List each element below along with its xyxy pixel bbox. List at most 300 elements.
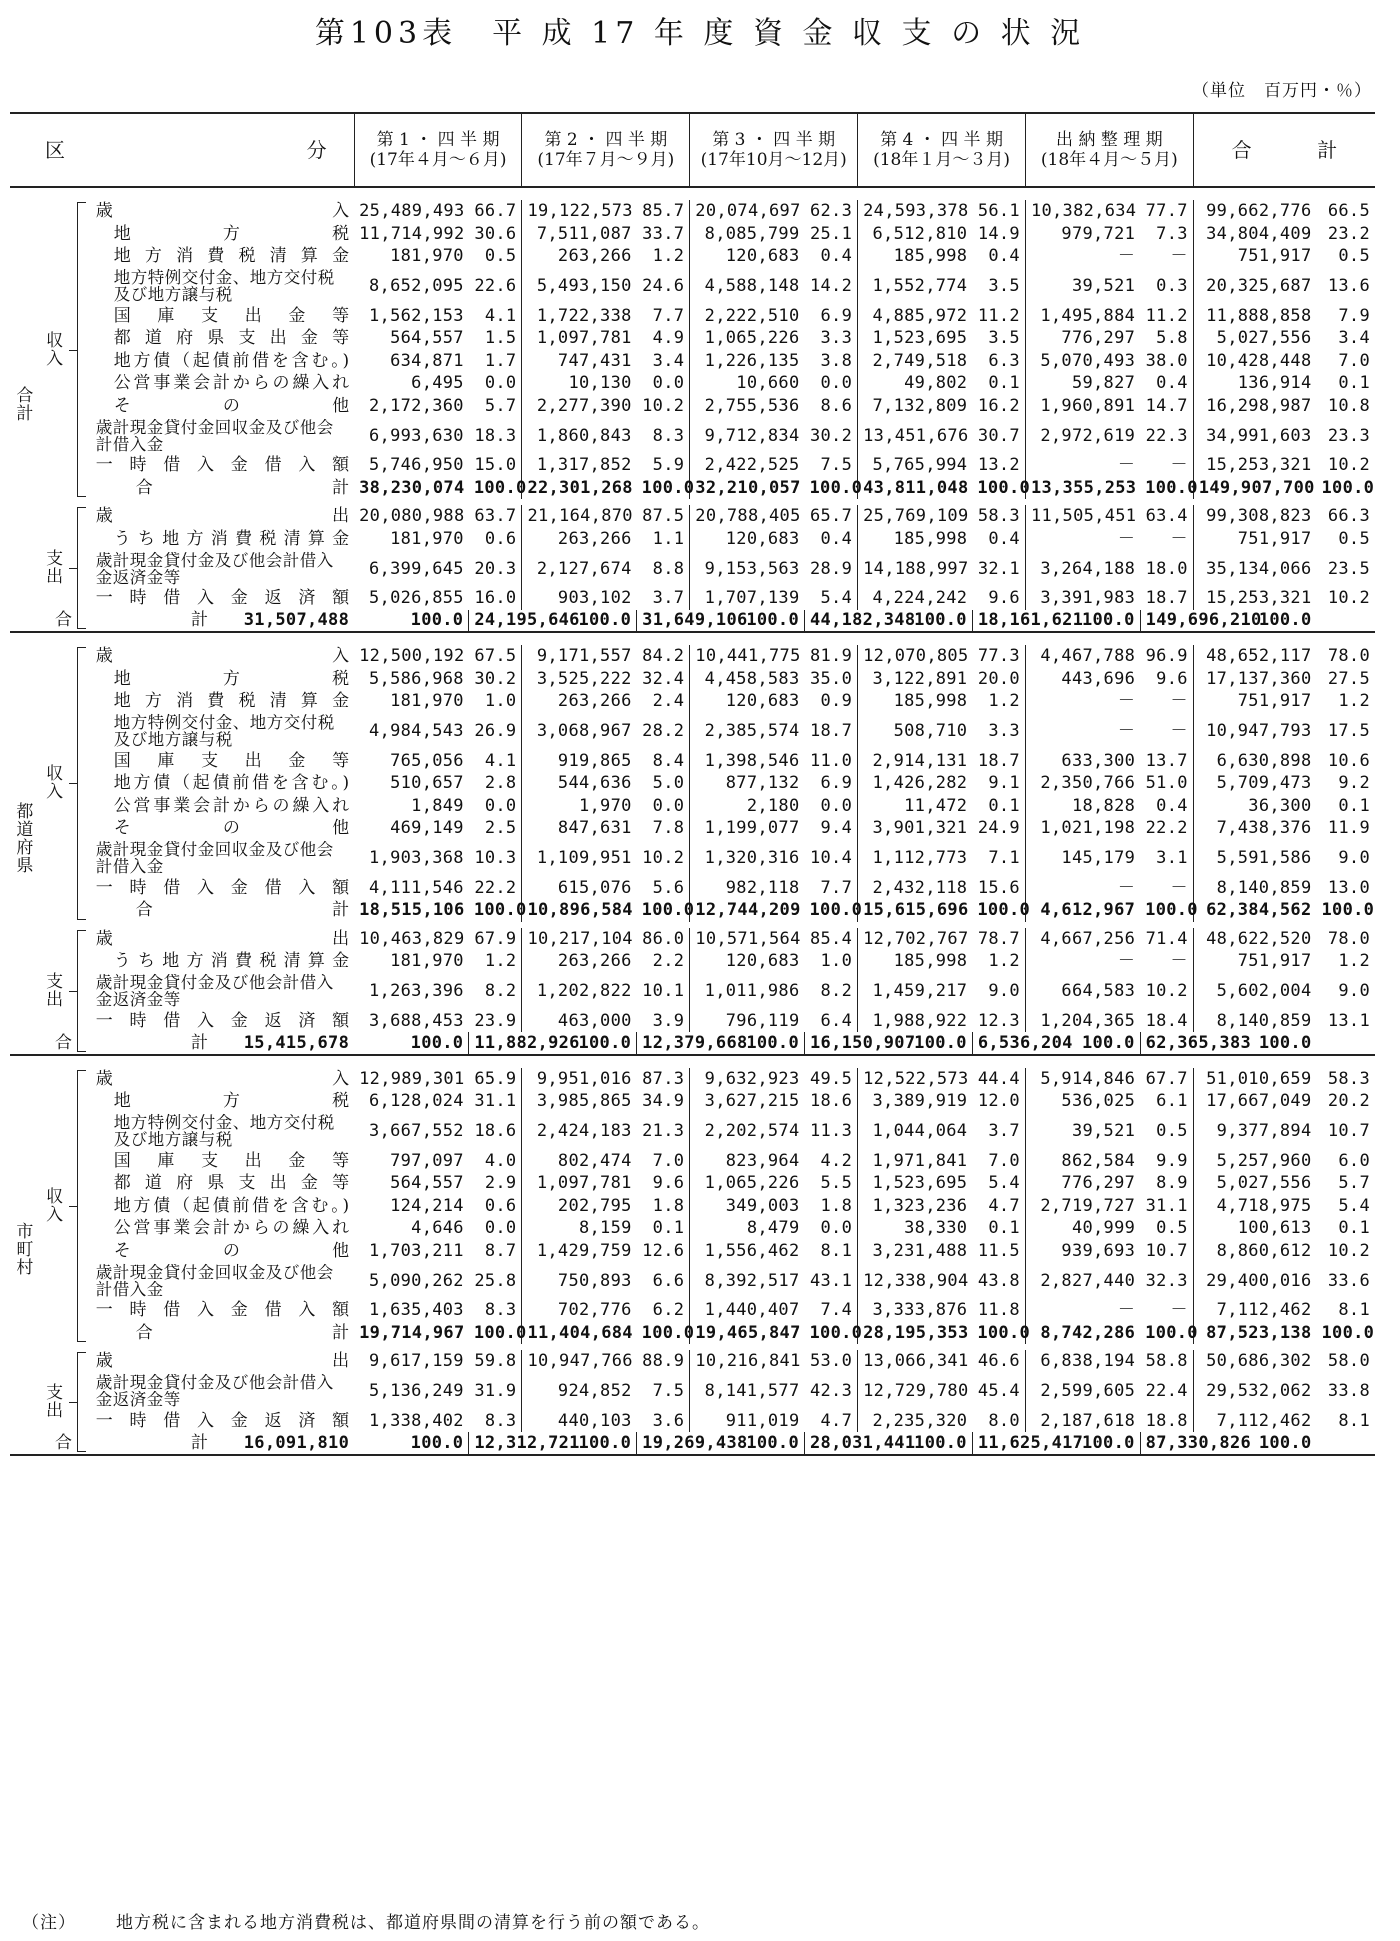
percent-cell: 18.0 <box>1145 558 1188 579</box>
amount-cell: 802,474 <box>522 1150 637 1173</box>
percent-cell: 53.0 <box>809 1351 853 1372</box>
amount-cell: 12,989,301 <box>359 1068 465 1089</box>
amount-cell: 20,788,405 <box>690 505 805 528</box>
amount-cell: 1,971,841 <box>858 1150 973 1173</box>
amount-cell: 1,398,546 <box>690 750 805 773</box>
amount-cell: 9,632,923 <box>690 1068 805 1091</box>
percent-cell: 8.3 <box>652 425 685 446</box>
row-label: 合 計 <box>135 900 350 921</box>
amount-cell: 20,074,697 <box>690 200 805 223</box>
amount-cell: 181,970 <box>390 528 464 549</box>
percent-cell: 27.5 <box>1327 668 1370 689</box>
percent-cell: 3.7 <box>988 1121 1020 1141</box>
row-label: そ の 他 <box>113 818 350 839</box>
percent-cell: 0.1 <box>1338 373 1370 394</box>
percent-cell: 23.3 <box>1327 425 1370 446</box>
percent-cell: 100.0 <box>578 610 632 631</box>
amount-cell: 2,914,131 <box>858 750 973 773</box>
percent-cell: 5.7 <box>1338 1173 1370 1194</box>
amount-cell: 7,511,087 <box>522 223 637 246</box>
percent-cell: 18.8 <box>1145 1410 1188 1431</box>
amount-cell: 6,495 <box>411 373 464 394</box>
amount-cell: 797,097 <box>390 1150 464 1171</box>
amount-cell: 181,970 <box>390 691 464 712</box>
percent-cell: 3.1 <box>1156 848 1188 868</box>
table-row <box>10 690 1375 713</box>
amount-cell: 43,811,048 <box>858 477 973 500</box>
amount-cell: 3,525,222 <box>522 668 637 691</box>
amount-cell: 10,216,841 <box>690 1350 805 1373</box>
table-row <box>10 268 1375 305</box>
percent-cell: 0.0 <box>652 373 685 394</box>
amount-cell: 20,325,687 <box>1193 268 1316 305</box>
percent-cell: 12.6 <box>642 1240 685 1261</box>
row-label: 地 方 税 <box>113 223 350 244</box>
percent-cell: 32.4 <box>642 668 685 689</box>
percent-cell: 8.9 <box>1156 1173 1188 1194</box>
header-kubun-left: 区 <box>45 138 65 162</box>
percent-cell: 78.7 <box>977 928 1020 949</box>
amount-cell: 2,827,440 <box>1025 1262 1140 1299</box>
amount-cell: 2,755,536 <box>690 395 805 418</box>
percent-cell: 0.1 <box>1338 795 1370 816</box>
percent-cell: 7.3 <box>1156 223 1188 244</box>
amount-cell: 263,266 <box>522 528 637 551</box>
table-row <box>10 645 1375 668</box>
row-label: 都 道 府 県 支 出 金 等 <box>113 1173 350 1194</box>
amount-cell: 634,871 <box>390 350 464 371</box>
percent-cell: 24.9 <box>977 818 1020 839</box>
amount-cell: 2,180 <box>690 795 805 818</box>
group-label-char: 村 <box>16 1257 34 1278</box>
percent-cell: 4.1 <box>484 750 517 771</box>
amount-cell: 615,076 <box>522 877 637 900</box>
group-label-char: 道 <box>16 819 34 840</box>
row-label: 地方債（起債前借を含む。) <box>113 350 350 371</box>
percent-cell: 9.6 <box>1156 668 1188 689</box>
amount-cell: 87,523,138 <box>1193 1322 1316 1345</box>
percent-cell: 6.0 <box>1338 1150 1370 1171</box>
row-label: 国 庫 支 出 金 等 <box>113 305 350 326</box>
percent-cell: 100.0 <box>809 477 863 498</box>
amount-cell: 4,885,972 <box>858 305 973 328</box>
percent-cell: 10.1 <box>642 981 685 1001</box>
amount-cell: 1,429,759 <box>522 1240 637 1263</box>
amount-cell: 2,172,360 <box>369 395 464 416</box>
percent-cell: 8.3 <box>484 1300 517 1321</box>
percent-cell: 4.2 <box>820 1150 853 1171</box>
amount-cell: 6,993,630 <box>369 425 464 446</box>
table-row <box>10 372 1375 395</box>
percent-cell: － <box>1170 528 1188 549</box>
amount-cell: 750,893 <box>522 1262 637 1299</box>
amount-cell: 11,714,992 <box>359 223 465 244</box>
amount-cell: 10,947,793 <box>1193 713 1316 750</box>
row-label: 国 庫 支 出 金 等 <box>113 1150 350 1171</box>
percent-cell: 10.4 <box>809 848 853 868</box>
percent-cell: 63.7 <box>474 506 517 527</box>
percent-cell: 23.9 <box>474 1010 517 1031</box>
amount-cell: 8,141,577 <box>690 1373 805 1410</box>
amount-cell: － <box>1025 950 1140 973</box>
table-row <box>10 1150 1375 1173</box>
amount-cell: 11,882,926 <box>469 1032 522 1055</box>
amount-cell: 1,426,282 <box>858 772 973 795</box>
row-label: 歳 入 <box>95 646 350 667</box>
percent-cell: 5.4 <box>1338 1195 1370 1216</box>
percent-cell: 7.0 <box>652 1150 685 1171</box>
amount-cell: 979,721 <box>1025 223 1140 246</box>
percent-cell: 3.7 <box>652 588 685 609</box>
percent-cell: 10.7 <box>1327 1121 1370 1141</box>
amount-cell: 5,709,473 <box>1193 772 1316 795</box>
percent-cell: 6.6 <box>652 1270 685 1291</box>
amount-cell: 124,214 <box>390 1195 464 1216</box>
percent-cell: 4.7 <box>988 1195 1020 1216</box>
amount-cell: 664,583 <box>1025 973 1140 1010</box>
amount-cell: 1,523,695 <box>858 327 973 350</box>
percent-cell: 23.5 <box>1327 558 1370 579</box>
amount-cell: 16,091,810 <box>243 1432 350 1453</box>
amount-cell: 11,888,858 <box>1193 305 1316 328</box>
row-label: 歳計現金貸付金及び他会計借入金返済金等 <box>95 973 334 1009</box>
row-label: 合 計 <box>55 610 208 631</box>
percent-cell: 15.6 <box>977 877 1020 898</box>
amount-cell: 1,097,781 <box>522 327 637 350</box>
percent-cell: 100.0 <box>1321 1322 1375 1343</box>
amount-cell: 8,159 <box>522 1217 637 1240</box>
percent-cell: 100.0 <box>809 900 863 921</box>
row-label: 合 計 <box>135 1322 350 1343</box>
amount-cell: 25,769,109 <box>858 505 973 528</box>
amount-cell: 9,712,834 <box>690 417 805 454</box>
percent-cell: 100.0 <box>1081 610 1135 631</box>
percent-cell: 31.1 <box>474 1091 517 1112</box>
amount-cell: 633,300 <box>1025 750 1140 773</box>
percent-cell: 0.5 <box>1156 1218 1188 1239</box>
amount-cell: 508,710 <box>858 713 973 750</box>
percent-cell: 65.7 <box>809 506 853 527</box>
amount-cell: 8,140,859 <box>1193 1010 1316 1033</box>
table-row <box>10 200 1375 223</box>
footnote-text: 地方税に含まれる地方消費税は、都道府県間の清算を行う前の額である。 <box>116 1913 710 1933</box>
table-row <box>10 1432 1375 1455</box>
amount-cell: 1,065,226 <box>690 327 805 350</box>
percent-cell: 0.0 <box>484 795 517 816</box>
amount-cell: 29,532,062 <box>1193 1373 1316 1410</box>
percent-cell: 0.5 <box>1338 528 1370 549</box>
header-kubun <box>10 113 354 187</box>
table-row <box>10 1068 1375 1091</box>
amount-cell: 12,379,668 <box>637 1032 690 1055</box>
amount-cell: 1,044,064 <box>858 1113 973 1150</box>
table-row <box>10 1240 1375 1263</box>
percent-cell: 30.2 <box>474 668 517 689</box>
percent-cell: 25.8 <box>474 1270 517 1291</box>
percent-cell: 10.2 <box>1327 588 1370 609</box>
amount-cell: 1,199,077 <box>690 817 805 840</box>
row-label: 一 時 借 入 金 返 済 額 <box>95 1010 350 1031</box>
percent-cell: 0.4 <box>988 246 1020 267</box>
percent-cell: 62.3 <box>809 201 853 222</box>
percent-cell: 66.7 <box>474 201 517 222</box>
percent-cell: 14.2 <box>809 276 853 296</box>
percent-cell: 5.8 <box>1156 328 1188 349</box>
percent-cell: 85.4 <box>809 928 853 949</box>
section-label-char: 出 <box>46 1400 64 1421</box>
percent-cell: 11.5 <box>977 1240 1020 1261</box>
amount-cell: 1,495,884 <box>1025 305 1140 328</box>
percent-cell: 100.0 <box>746 1432 799 1453</box>
amount-cell: 2,432,118 <box>858 877 973 900</box>
percent-cell: － <box>1170 455 1188 476</box>
amount-cell: 10,571,564 <box>690 928 805 951</box>
amount-cell: 100,613 <box>1193 1217 1316 1240</box>
amount-cell: 18,828 <box>1025 795 1140 818</box>
percent-cell: 20.0 <box>977 668 1020 689</box>
section-label-char: 収 <box>46 330 64 351</box>
percent-cell: 0.1 <box>988 795 1020 816</box>
percent-cell: 8.3 <box>484 1410 517 1431</box>
percent-cell: 15.0 <box>474 455 517 476</box>
percent-cell: 100.0 <box>1081 1032 1135 1053</box>
percent-cell: 67.5 <box>474 646 517 667</box>
table-row <box>10 1350 1375 1373</box>
table-row <box>10 928 1375 951</box>
amount-cell: － <box>1025 877 1140 900</box>
percent-cell: 3.8 <box>820 350 853 371</box>
percent-cell: 87.3 <box>642 1068 685 1089</box>
amount-cell: 40,999 <box>1025 1217 1140 1240</box>
percent-cell: 3.6 <box>652 1410 685 1431</box>
amount-cell: 19,122,573 <box>522 200 637 223</box>
percent-cell: 13.2 <box>977 455 1020 476</box>
percent-cell: 100.0 <box>641 900 695 921</box>
amount-cell: 18,515,106 <box>359 900 465 921</box>
percent-cell: 0.1 <box>1338 1218 1370 1239</box>
amount-cell: 5,591,586 <box>1193 840 1316 877</box>
percent-cell: 100.0 <box>473 900 527 921</box>
percent-cell: 8.7 <box>484 1240 517 1261</box>
percent-cell: 1.1 <box>652 528 685 549</box>
percent-cell: 1.2 <box>652 246 685 267</box>
amount-cell: 39,521 <box>1025 1113 1140 1150</box>
amount-cell: 35,134,066 <box>1193 550 1316 587</box>
percent-cell: 9.4 <box>820 818 853 839</box>
amount-cell: 15,253,321 <box>1193 587 1316 610</box>
percent-cell: 44.4 <box>977 1068 1020 1089</box>
amount-cell: 2,424,183 <box>522 1113 637 1150</box>
cash-flow-table <box>10 112 1375 1456</box>
percent-cell: 3.3 <box>988 721 1020 741</box>
amount-cell: 7,132,809 <box>858 395 973 418</box>
percent-cell: 8.6 <box>820 395 853 416</box>
table-row <box>10 899 1375 922</box>
amount-cell: 263,266 <box>522 690 637 713</box>
amount-cell: 62,365,383 <box>1140 1032 1193 1055</box>
amount-cell: 4,646 <box>411 1218 464 1239</box>
amount-cell: 28,195,353 <box>858 1322 973 1345</box>
amount-cell: 1,320,316 <box>690 840 805 877</box>
amount-cell: 19,714,967 <box>359 1322 465 1343</box>
amount-cell: 38,330 <box>858 1217 973 1240</box>
percent-cell: 33.6 <box>1327 1270 1370 1291</box>
percent-cell: 7.5 <box>652 1381 685 1401</box>
percent-cell: 4.9 <box>652 328 685 349</box>
amount-cell: 24,195,646 <box>469 610 522 633</box>
percent-cell: 5.9 <box>652 455 685 476</box>
table-row <box>10 840 1375 877</box>
row-label: 地方特例交付金、地方交付税及び地方譲与税 <box>113 713 335 749</box>
amount-cell: 5,602,004 <box>1193 973 1316 1010</box>
group-label-char: 府 <box>16 837 34 858</box>
percent-cell: 23.2 <box>1327 223 1370 244</box>
percent-cell: 0.9 <box>820 691 853 712</box>
table-row <box>10 713 1375 750</box>
amount-cell: 5,257,960 <box>1193 1150 1316 1173</box>
amount-cell: 6,512,810 <box>858 223 973 246</box>
amount-cell: 14,188,997 <box>858 550 973 587</box>
row-label: 歳計現金貸付金回収金及び他会計借入金 <box>95 417 334 454</box>
amount-cell: 1,635,403 <box>369 1300 464 1321</box>
section-label-char: 支 <box>46 549 64 569</box>
amount-cell: 2,235,320 <box>858 1410 973 1433</box>
section-label-char: 収 <box>46 1186 64 1207</box>
amount-cell: 8,652,095 <box>369 276 464 296</box>
amount-cell: 1,523,695 <box>858 1172 973 1195</box>
percent-cell: 16.2 <box>977 395 1020 416</box>
percent-cell: 100.0 <box>977 1322 1031 1343</box>
row-label: 地 方 消 費 税 清 算 金 <box>113 691 350 712</box>
section-label-char: 収 <box>46 764 64 785</box>
group-gap <box>10 632 1375 645</box>
section-label-char: 入 <box>46 348 64 369</box>
row-label: 地方債（起債前借を含む。) <box>113 1195 350 1216</box>
section-label-char: 入 <box>46 1204 64 1225</box>
percent-cell: 30.2 <box>809 425 853 446</box>
amount-cell: 185,998 <box>858 950 973 973</box>
amount-cell: 120,683 <box>690 690 805 713</box>
percent-cell: 4.1 <box>484 305 517 326</box>
table-row <box>10 245 1375 268</box>
percent-cell: 1.2 <box>988 691 1020 712</box>
percent-cell: 6.9 <box>820 305 853 326</box>
amount-cell: 9,153,563 <box>690 550 805 587</box>
amount-cell: 2,385,574 <box>690 713 805 750</box>
amount-cell: 11,505,451 <box>1025 505 1140 528</box>
percent-cell: 7.7 <box>820 877 853 898</box>
table-row <box>10 1217 1375 1240</box>
table-row <box>10 1410 1375 1433</box>
percent-cell: 58.8 <box>1145 1351 1188 1372</box>
percent-cell: 88.9 <box>642 1351 685 1372</box>
amount-cell: 6,838,194 <box>1025 1350 1140 1373</box>
percent-cell: 0.0 <box>820 795 853 816</box>
amount-cell: 1,112,773 <box>858 840 973 877</box>
row-label: 歳 出 <box>95 1351 350 1372</box>
amount-cell: 2,202,574 <box>690 1113 805 1150</box>
amount-cell: 5,586,968 <box>369 668 464 689</box>
percent-cell: 65.9 <box>474 1068 517 1089</box>
percent-cell: 100.0 <box>641 1322 695 1343</box>
percent-cell: 10.3 <box>474 848 517 868</box>
group-label-char: 都 <box>16 801 34 822</box>
percent-cell: 67.9 <box>474 928 517 949</box>
amount-cell: 1,707,139 <box>690 587 805 610</box>
percent-cell: 18.7 <box>809 721 853 741</box>
amount-cell: － <box>1025 528 1140 551</box>
group-label <box>10 645 40 1032</box>
amount-cell: 5,027,556 <box>1193 327 1316 350</box>
table-row <box>10 528 1375 551</box>
row-label: 都 道 府 県 支 出 金 等 <box>113 328 350 349</box>
amount-cell: 3,264,188 <box>1025 550 1140 587</box>
percent-cell: 59.8 <box>474 1351 517 1372</box>
percent-cell: － <box>1170 877 1188 898</box>
amount-cell: 15,253,321 <box>1193 454 1316 477</box>
percent-cell: 7.0 <box>988 1150 1020 1171</box>
amount-cell: 202,795 <box>522 1195 637 1218</box>
table-row <box>10 505 1375 528</box>
percent-cell: 8.1 <box>820 1240 853 1261</box>
amount-cell: 18,161,621 <box>972 610 1025 633</box>
percent-cell: 5.5 <box>820 1173 853 1194</box>
table-row <box>10 750 1375 773</box>
row-label: 合 計 <box>55 1432 208 1453</box>
table-row <box>10 1032 1375 1055</box>
percent-cell: 22.6 <box>474 276 517 296</box>
percent-cell: 43.1 <box>809 1270 853 1291</box>
percent-cell: 21.3 <box>642 1121 685 1141</box>
percent-cell: 2.4 <box>652 691 685 712</box>
percent-cell: 0.4 <box>1156 795 1188 816</box>
amount-cell: 24,593,378 <box>858 200 973 223</box>
header-settlement: 出 納 整 理 期 (18年４月～５月) <box>1025 113 1193 187</box>
amount-cell: 181,970 <box>390 246 464 267</box>
row-label: 一 時 借 入 金 返 済 額 <box>95 1410 350 1431</box>
percent-cell: 3.4 <box>652 350 685 371</box>
table-row <box>10 223 1375 246</box>
amount-cell: 17,667,049 <box>1193 1090 1316 1113</box>
amount-cell: 8,860,612 <box>1193 1240 1316 1263</box>
amount-cell: 31,649,106 <box>637 610 690 633</box>
row-label: 歳 出 <box>95 506 350 527</box>
percent-cell: 56.1 <box>977 201 1020 222</box>
amount-cell: 11,625,417 <box>972 1432 1025 1455</box>
amount-cell: 36,300 <box>1193 795 1316 818</box>
percent-cell: 100.0 <box>914 1032 967 1053</box>
amount-cell: 3,391,983 <box>1025 587 1140 610</box>
percent-cell: 100.0 <box>1081 1432 1135 1453</box>
amount-cell: 6,128,024 <box>369 1091 464 1112</box>
percent-cell: － <box>1170 1300 1188 1321</box>
percent-cell: 1.7 <box>484 350 517 371</box>
percent-cell: 1.8 <box>820 1195 853 1216</box>
amount-cell: － <box>1025 690 1140 713</box>
amount-cell: 469,149 <box>390 818 464 839</box>
percent-cell: 6.1 <box>1156 1091 1188 1112</box>
amount-cell: 13,066,341 <box>858 1350 973 1373</box>
amount-cell: 48,622,520 <box>1193 928 1316 951</box>
unit-label: （単位 百万円・％） <box>1192 81 1372 101</box>
percent-cell: 22.2 <box>1145 818 1188 839</box>
row-label: 公営事業会計からの繰入れ <box>113 795 350 816</box>
amount-cell: 2,277,390 <box>522 395 637 418</box>
row-label: 一 時 借 入 金 借 入 額 <box>95 877 350 898</box>
amount-cell: 5,914,846 <box>1025 1068 1140 1091</box>
amount-cell: 1,722,338 <box>522 305 637 328</box>
percent-cell: 20.2 <box>1327 1091 1370 1112</box>
